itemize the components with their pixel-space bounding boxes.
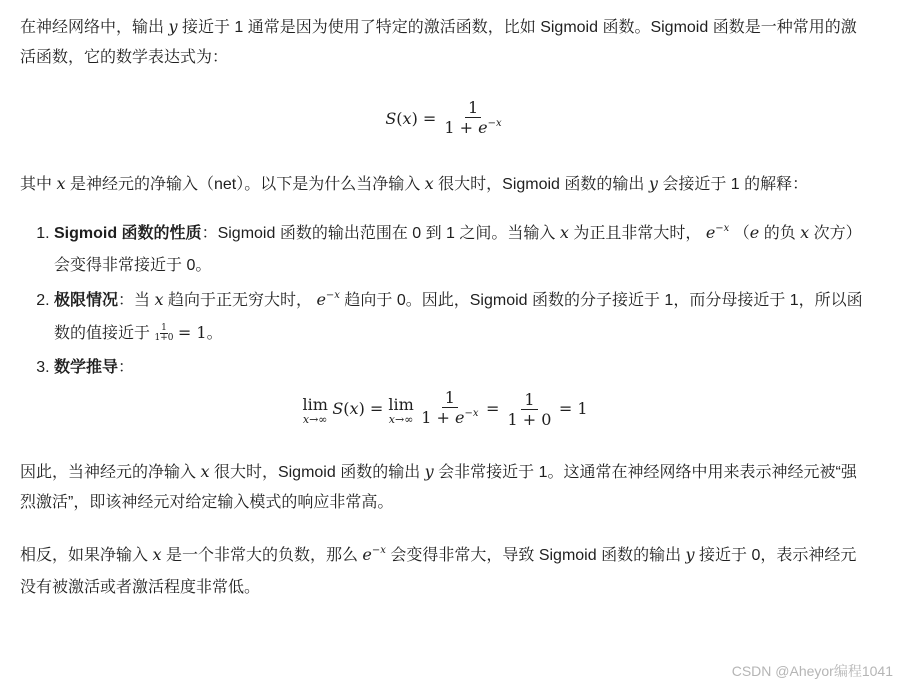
document-body [20, 12, 870, 603]
explain-paragraph: 其中 x 是神经元的净输入（net）。以下是为什么当净输入 x 很大时，Sigmoid 函数的输出 y 会接近于 1 的解释： [20, 174, 809, 193]
contrast-paragraph: 相反，如果净输入 x 是一个非常大的负数，那么 $e^{-x}$ 会变得非常大，导致 Sigmoid 函数的输出 y 接近于 0，表示神经元没有被激活或者激活程度非常低。 [20, 545, 857, 596]
intro-paragraph: 在神经网络中，输出 y 接近于 1 通常是因为使用了特定的激活函数，比如 Sigmoid 函数。Sigmoid 函数是一种常用的激活函数，它的数学表达式为： [20, 17, 857, 66]
small-fraction: $\frac{1}{1+0}$ [154, 323, 174, 344]
list-item: 2. 极限情况：当 x 趋向于正无穷大时， $e^{-x}$ 趋向于 0。因此，Sigmoid 函数的分子接近于 1，而分母接近于 1，所以函数的值接近于 $\frac{1}{1+0}$ = 1。 [54, 285, 870, 349]
reason-list [20, 218, 870, 383]
conclusion-paragraph: 因此，当神经元的净输入 x 很大时，Sigmoid 函数的输出 y 会非常接近于 1。这通常在神经网络中用来表示神经元被“强烈激活”，即该神经元对给定输入模式的响应非常高。 [20, 462, 857, 511]
sigmoid-formula: S(x) = $\frac{1}{1 + e^{-x}}$ [20, 99, 870, 141]
limit-formula: lim x→∞ S(x) = lim x→∞ $\frac{1}{1 + e^{-x}}$ = $\frac{1}{1 + 0}$ = 1 [302, 388, 588, 429]
watermark: CSDN @Aheyor编程1041 [731, 663, 893, 679]
list-item: 1. Sigmoid 函数的性质：Sigmoid 函数的输出范围在 0 到 1 之间。当输入 x 为正且非常大时， $e^{-x}$ （e 的负 x 次方）会变得非常接近于 0。 [54, 218, 870, 281]
var-y: y [168, 17, 178, 36]
list-item: 3. 数学推导： [54, 353, 870, 383]
sigmoid-fraction: $\frac{1}{1 + e^{-x}}$ [444, 98, 502, 137]
